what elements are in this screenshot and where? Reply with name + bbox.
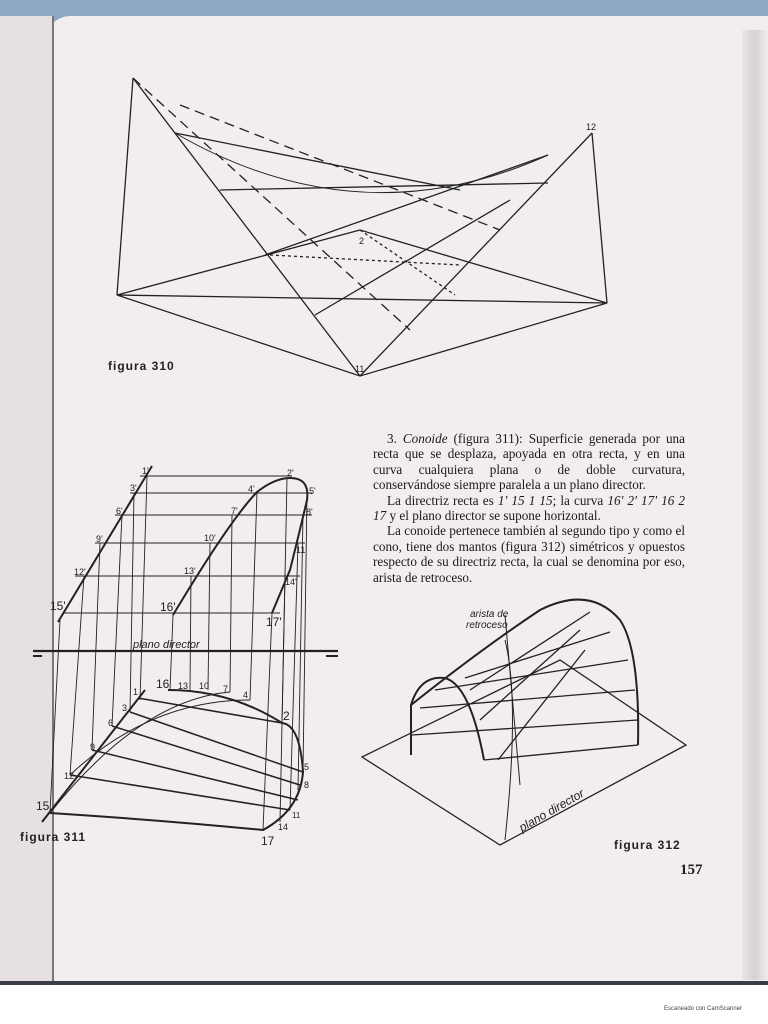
p2-directriz: 1' 15 1 15: [497, 492, 553, 508]
label-15: 15: [36, 799, 50, 813]
label-1p: 1': [142, 466, 149, 476]
p2-curva: 16' 2' 17' 16 2 17: [373, 492, 686, 524]
label-4: 4: [243, 690, 249, 700]
fig310-label-2: 2: [359, 236, 365, 246]
label-9p: 9': [96, 534, 103, 544]
label-17p: 17': [266, 615, 282, 629]
figure-311-caption: figura 311: [20, 830, 87, 844]
term-conoide: Conoide: [402, 431, 448, 446]
fig312-plano-director-label: plano director: [516, 786, 587, 835]
arista-label-1: arista de: [470, 609, 509, 620]
label-5p: 5': [309, 486, 316, 496]
label-9: 9: [90, 742, 96, 752]
label-7: 7: [223, 684, 229, 694]
label-2: 2: [283, 709, 290, 723]
label-11: 11: [292, 811, 301, 820]
page-number: 157: [680, 862, 703, 878]
figure-312-caption: figura 312: [614, 838, 681, 852]
label-14p: 14': [285, 577, 297, 587]
label-10p: 10': [204, 533, 216, 543]
label-13: 13: [178, 681, 189, 691]
paragraph-mantos: La conoide pertenece también al segundo tipo y como el cono, tiene dos mantos (figura 312) simétricos y opuestos respecto de su directriz recta, la cual se denomina por eso, arista de retroceso.: [373, 523, 685, 585]
label-7p: 7': [231, 506, 238, 516]
label-3p: 3': [130, 483, 137, 493]
figure-310-caption: figura 310: [108, 359, 175, 373]
label-8: 8: [304, 780, 310, 790]
label-3: 3: [122, 703, 128, 713]
label-15p: 15': [50, 599, 66, 613]
label-14: 14: [278, 822, 289, 832]
paragraph-1-body: (figura 311): Superficie generada por una recta que se desplaza, apoyada en otra recta, y en una curva cualquiera plana o de doble curvatura, conservándose siempre paralela a un plano director.: [373, 431, 685, 493]
scanner-watermark: Escaneado con CamScanner: [664, 1006, 743, 1012]
label-11p: 11': [296, 545, 308, 555]
label-2p: 2': [287, 468, 294, 478]
label-8p: 8': [306, 507, 313, 517]
section-number: 3.: [387, 431, 403, 446]
label-10: 10: [199, 681, 210, 691]
label-12p: 12': [74, 567, 86, 577]
label-1: 1: [133, 687, 139, 697]
label-12: 12: [64, 771, 75, 781]
label-13p: 13': [184, 566, 196, 576]
label-5: 5: [304, 762, 310, 772]
p2-text-a: La directriz recta es: [387, 492, 498, 508]
fig310-label-11: 11: [355, 364, 365, 374]
arista-label-2: retroceso: [466, 620, 508, 631]
label-16p: 16': [160, 600, 176, 614]
label-6p: 6': [116, 506, 123, 516]
label-6: 6: [108, 718, 114, 728]
p2-text-e: y el plano director se supone horizontal.: [386, 508, 601, 524]
label-4p: 4': [248, 484, 255, 494]
fig310-label-12: 12: [586, 122, 597, 132]
label-17: 17: [261, 834, 275, 848]
plano-director-label: plano director: [133, 639, 200, 651]
p2-text-c: ; la curva: [552, 492, 608, 508]
label-16: 16: [156, 677, 170, 691]
